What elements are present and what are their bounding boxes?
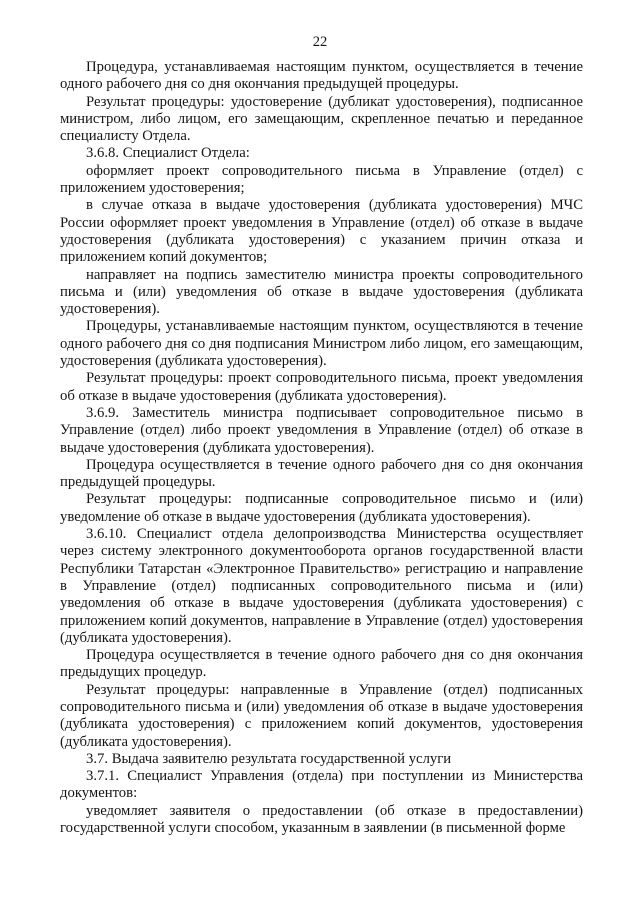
- paragraph: уведомляет заявителя о предоставлении (об отказе в предоставлении) государственной услуги способом, указанным в заявлении (в письменной форме: [60, 802, 583, 837]
- paragraph: Процедура осуществляется в течение одного рабочего дня со дня окончания предыдущей процедуры.: [60, 456, 583, 491]
- document-body: [60, 59, 583, 837]
- paragraph: Результат процедуры: проект сопроводительного письма, проект уведомления об отказе в выдаче удостоверения (дубликата удостоверения).: [60, 370, 583, 404]
- paragraph: Процедура, устанавливаемая настоящим пунктом, осуществляется в течение одного рабочего дня со дня окончания предыдущей процедуры.: [60, 59, 583, 93]
- paragraph: оформляет проект сопроводительного письма в Управление (отдел) с приложением удостоверения;: [60, 162, 583, 197]
- paragraph: Результат процедуры: подписанные сопроводительное письмо и (или) уведомление об отказе в выдаче удостоверения (дубликата удостоверения).: [60, 491, 583, 525]
- paragraph: в случае отказа в выдаче удостоверения (дубликата удостоверения) МЧС России оформляет проект уведомления в Управление (отдел) об отказе в выдаче удостоверения (дубликата удостоверения) с указанием причин отказа и приложением копий документов;: [60, 197, 583, 266]
- paragraph: Результат процедуры: удостоверение (дубликат удостоверения), подписанное министром, либо лицом, его замещающим, скрепленное печатью и переданное специалисту Отдела.: [60, 93, 583, 145]
- section-heading: 3.6.8. Специалист Отдела:: [86, 145, 250, 162]
- page-number: 22: [312, 34, 328, 50]
- paragraph: 3.6.10. Специалист отдела делопроизводства Министерства осуществляет через систему электронного документооборота органов государственной власти Республики Татарстан «Электронное Правительство» регистрацию и направление в Управление (отдел) подписанных сопроводительного письма и (или) уведомления об отказе в выдаче удостоверения (дубликата удостоверения) с приложением копий документов, направление в Управление (отдел) удостоверения (дубликата удостоверения).: [60, 526, 583, 646]
- paragraph: 3.7.1. Специалист Управления (отдела) при поступлении из Министерства документов:: [60, 768, 583, 802]
- section-heading: 3.7. Выдача заявителю результата государственной услуги: [86, 750, 452, 767]
- paragraph: Процедура осуществляется в течение одного рабочего дня со дня окончания предыдущих процедур.: [60, 647, 583, 681]
- paragraph: Результат процедуры: направленные в Управление (отдел) подписанных сопроводительного письма и (или) уведомления об отказе в выдаче удостоверения (дубликата удостоверения) с приложением копий документов, удостоверения (дубликата удостоверения).: [60, 681, 583, 750]
- paragraph: Процедуры, устанавливаемые настоящим пунктом, осуществляются в течение одного рабочего дня со дня подписания Министром либо лицом, его замещающим, удостоверения (дубликата удостоверения).: [60, 318, 583, 370]
- paragraph: 3.6.9. Заместитель министра подписывает сопроводительное письмо в Управление (отдел) либо проект уведомления в Управление (отдел) об отказе в выдаче удостоверения (дубликата удостоверения).: [60, 404, 583, 456]
- paragraph: направляет на подпись заместителю министра проекты сопроводительного письма и (или) уведомления об отказе в выдаче удостоверения (дубликата удостоверения).: [60, 266, 583, 318]
